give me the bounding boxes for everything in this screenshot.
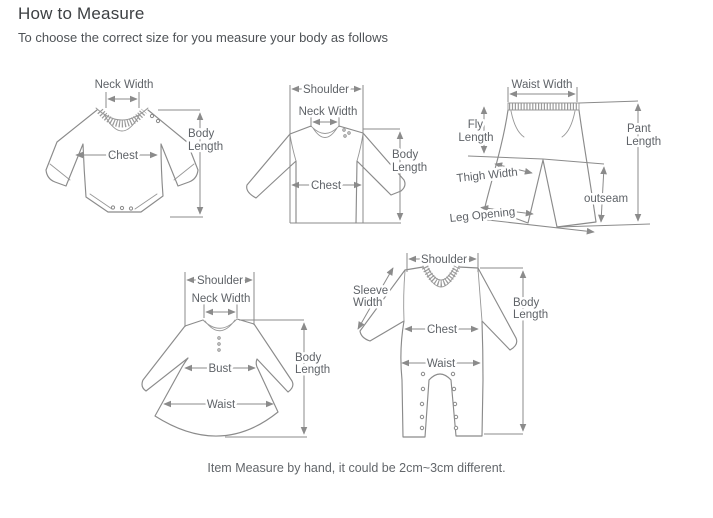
bodysuit-crotch-snaps bbox=[111, 206, 132, 210]
page-title: How to Measure bbox=[18, 4, 145, 23]
pants-thigh-width-label: Thigh Width bbox=[456, 166, 519, 185]
bodysuit-collar-ribbing bbox=[96, 108, 148, 131]
dress-body-length-label: Body Length bbox=[295, 352, 331, 376]
pants-pant-length-label: Pant Length bbox=[626, 123, 662, 148]
pants-fly-length-label: Fly Length bbox=[458, 119, 494, 144]
top-diagram bbox=[247, 84, 427, 223]
top-shoulder-dimension bbox=[292, 84, 361, 96]
romper-waist-dimension bbox=[402, 358, 480, 370]
top-neck-buttons bbox=[343, 129, 350, 137]
bodysuit-chest-dimension bbox=[76, 150, 157, 162]
dress-diagram bbox=[142, 272, 330, 437]
bodysuit-diagram bbox=[46, 79, 223, 217]
dress-outline bbox=[142, 319, 293, 436]
top-body-length-label: Body Length bbox=[392, 149, 428, 174]
bodysuit-chest-label: Chest bbox=[107, 150, 139, 162]
pants-leg-opening-dimension bbox=[449, 206, 533, 225]
top-chest-dimension bbox=[292, 180, 361, 192]
dress-neck-width-dimension bbox=[192, 293, 251, 318]
pants-fly-length-dimension bbox=[458, 107, 493, 153]
dress-shoulder-label: Shoulder bbox=[196, 275, 244, 287]
dress-neckline bbox=[203, 319, 237, 331]
dress-bust-dimension bbox=[185, 363, 255, 375]
romper-body-length-dimension bbox=[480, 268, 548, 434]
dress-bust-label: Bust bbox=[208, 363, 232, 375]
pants-pocket-curves bbox=[511, 111, 575, 137]
pants-waistband-ribbing bbox=[508, 103, 579, 110]
romper-chest-label: Chest bbox=[426, 324, 458, 336]
romper-chest-dimension bbox=[405, 324, 478, 336]
page-subtitle: To choose the correct size for you measure your body as follows bbox=[18, 30, 388, 45]
romper-shoulder-dimension bbox=[407, 253, 478, 272]
top-sleeve-seams bbox=[290, 134, 363, 161]
romper-collar-ribbing bbox=[423, 266, 459, 287]
romper-sleeve-seams bbox=[404, 269, 482, 321]
top-outline bbox=[247, 126, 405, 223]
bodysuit-body-length-label: Body Length bbox=[188, 128, 224, 153]
romper-diagram bbox=[353, 253, 548, 437]
top-chest-label: Chest bbox=[310, 180, 342, 192]
bodysuit-neck-width-dimension bbox=[95, 79, 154, 108]
top-neck-width-dimension bbox=[299, 106, 358, 127]
pants-leg-opening-label: Leg Opening bbox=[449, 206, 516, 225]
pants-waist-width-label: Waist Width bbox=[511, 79, 573, 91]
romper-sleeve-width-dimension bbox=[353, 268, 393, 329]
pants-waist-width-dimension bbox=[508, 79, 577, 102]
top-neck-width-label: Neck Width bbox=[298, 106, 358, 118]
pants-diagram bbox=[449, 79, 661, 232]
dress-placket-buttons bbox=[218, 337, 220, 351]
pants-outseam-label: outseam bbox=[583, 193, 629, 205]
pants-fly-reference-line bbox=[468, 156, 543, 159]
top-neckline bbox=[311, 126, 339, 138]
bodysuit-neck-width-label: Neck Width bbox=[94, 79, 154, 91]
pants-pant-length-dimension bbox=[558, 101, 661, 227]
dress-shoulder-dimension bbox=[187, 275, 252, 287]
romper-sleeve-width-label: Sleeve Width bbox=[353, 285, 389, 309]
top-shoulder-label: Shoulder bbox=[302, 84, 350, 96]
top-body-length-dimension bbox=[363, 129, 427, 220]
romper-waist-label: Waist bbox=[426, 358, 456, 370]
dress-body-length-dimension bbox=[225, 320, 330, 437]
romper-body-length-label: Body Length bbox=[513, 297, 549, 321]
pants-outseam-dimension bbox=[543, 159, 628, 222]
romper-shoulder-label: Shoulder bbox=[420, 254, 468, 266]
dress-neck-width-label: Neck Width bbox=[191, 293, 251, 305]
measure-note: Item Measure by hand, it could be 2cm~3cm different. bbox=[207, 461, 506, 475]
dress-waist-dimension bbox=[164, 399, 273, 411]
dress-waist-label: Waist bbox=[206, 399, 236, 411]
pants-thigh-width-dimension bbox=[456, 164, 532, 185]
